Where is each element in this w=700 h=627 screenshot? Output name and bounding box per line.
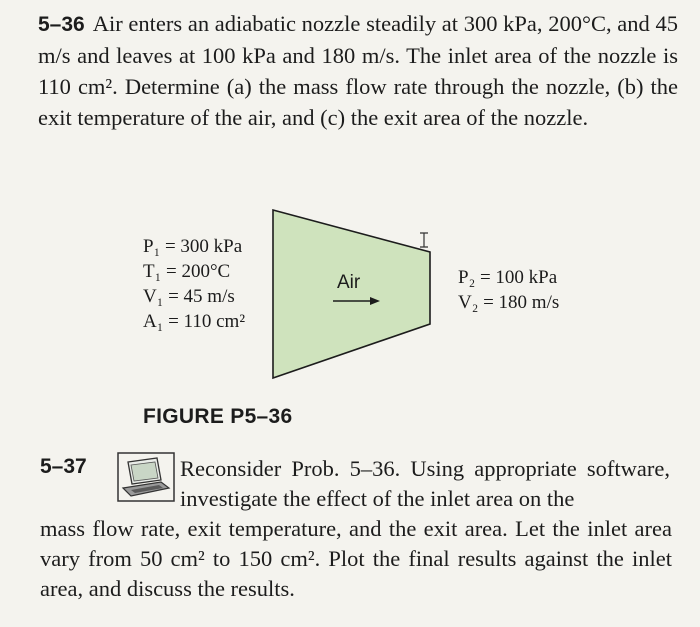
fluid-label: Air (337, 272, 361, 293)
inlet-pressure: P₁ = 300 kPa (143, 236, 243, 257)
problem-number-5-37: 5–37 (40, 455, 87, 478)
outlet-conditions (458, 265, 559, 315)
inlet-area: A₁ = 110 cm² (143, 311, 246, 332)
problem-number: 5–36 (38, 13, 85, 36)
laptop-icon (117, 452, 175, 502)
problem-text: Air enters an adiabatic nozzle steadily at 300 kPa, 200°C, and 45 m/s and leaves at 100 kPa and 180 m/s. The inlet area of the nozzle is 110 cm². Determine (a) the mass flow rate through the nozzle, (b) the exit temperature of the air, and (c) the exit area of the nozzle. (38, 11, 678, 130)
problem-5-37-text-rest: mass flow rate, exit temperature, and the exit area. Let the inlet area vary from 50 cm² to 150 cm². Plot the final results against the inlet area, and discuss the results. (40, 516, 672, 601)
figure-caption: FIGURE P5–36 (143, 405, 293, 428)
inlet-conditions (143, 234, 245, 334)
outlet-velocity: V₂ = 180 m/s (458, 292, 560, 313)
nozzle-body (273, 210, 430, 378)
cursor-icon (420, 233, 428, 247)
inlet-velocity: V₁ = 45 m/s (143, 286, 235, 307)
inlet-temperature: T₁ = 200°C (143, 261, 231, 282)
problem-5-37-text-first: Reconsider Prob. 5–36. Using appropriate software, investigate the effect of the inlet area on the (180, 456, 670, 511)
outlet-pressure: P₂ = 100 kPa (458, 267, 558, 288)
